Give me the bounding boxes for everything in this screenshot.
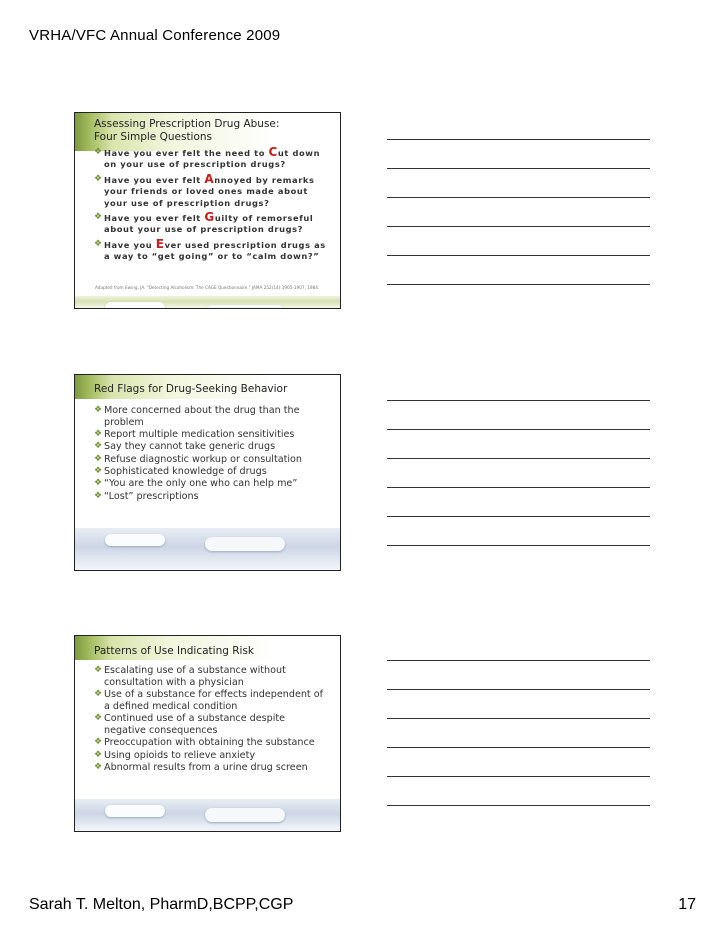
slide-title: Patterns of Use Indicating Risk bbox=[94, 645, 254, 657]
note-line bbox=[387, 284, 650, 285]
slide-red-flags bbox=[74, 374, 341, 571]
diamond-bullet-icon: ❖ bbox=[94, 749, 103, 760]
diamond-bullet-icon: ❖ bbox=[94, 490, 103, 501]
list-item: ❖ Continued use of a substance despite negative consequences bbox=[94, 713, 286, 736]
diamond-bullet-icon: ❖ bbox=[94, 212, 103, 223]
diamond-bullet-icon: ❖ bbox=[94, 713, 103, 724]
list-item: ❖ Using opioids to relieve anxiety bbox=[94, 749, 256, 761]
slide-title-line1: Assessing Prescription Drug Abuse: bbox=[94, 118, 280, 130]
diamond-bullet-icon: ❖ bbox=[94, 665, 103, 675]
list-item: ❖ Abnormal results from a urine drug screen bbox=[94, 761, 308, 773]
diamond-bullet-icon: ❖ bbox=[94, 441, 103, 452]
note-line bbox=[387, 747, 650, 748]
note-line bbox=[387, 689, 650, 690]
note-line bbox=[387, 718, 650, 719]
diamond-bullet-icon: ❖ bbox=[94, 147, 103, 157]
slide-title: Red Flags for Drug-Seeking Behavior bbox=[94, 383, 288, 395]
diamond-bullet-icon: ❖ bbox=[94, 453, 103, 464]
cage-letter: C bbox=[268, 145, 278, 159]
list-item: ❖ Say they cannot take generic drugs bbox=[94, 441, 276, 453]
slide-citation: Adapted from Ewing, JA. "Detecting Alcoholism: The CAGE Questionnaire." JAMA 252(14):1905-1907, 1984. bbox=[95, 285, 320, 290]
slide-patterns-of-use bbox=[74, 635, 341, 832]
list-item: ❖ “Lost” prescriptions bbox=[94, 490, 199, 502]
diamond-bullet-icon: ❖ bbox=[94, 238, 103, 249]
list-item: ❖ Have you ever felt Guilty of remorseful about your use of prescription drugs? bbox=[94, 210, 314, 235]
red-flags-list bbox=[94, 405, 330, 503]
list-item: ❖ Sophisticated knowledge of drugs bbox=[94, 465, 267, 477]
list-item: ❖ Report multiple medication sensitivities bbox=[94, 429, 295, 441]
note-line bbox=[387, 429, 650, 430]
notes-lines bbox=[387, 139, 650, 313]
note-line bbox=[387, 776, 650, 777]
note-line bbox=[387, 458, 650, 459]
note-line bbox=[387, 545, 650, 546]
cage-question-list bbox=[94, 147, 330, 266]
list-item: ❖ Use of a substance for effects independent of a defined medical condition bbox=[94, 689, 323, 712]
list-item: ❖ Escalating use of a substance without consultation with a physician bbox=[94, 665, 286, 688]
list-item: ❖ Have you ever felt Annoyed by remarks your friends or loved ones made about your use of prescription drugs? bbox=[94, 171, 315, 208]
cage-letter: E bbox=[155, 236, 165, 251]
slide-pills-image bbox=[75, 528, 340, 570]
list-item: ❖ “You are the only one who can help me” bbox=[94, 478, 298, 490]
list-item: ❖ More concerned about the drug than the problem bbox=[94, 405, 300, 428]
list-item: ❖ Have you Ever used prescription drugs as a way to “get going” or to “calm down?” bbox=[94, 236, 326, 262]
diamond-bullet-icon: ❖ bbox=[94, 689, 103, 700]
slide-footer-image bbox=[75, 296, 340, 308]
slide-pills-image bbox=[75, 799, 340, 831]
note-line bbox=[387, 226, 650, 227]
diamond-bullet-icon: ❖ bbox=[94, 429, 103, 440]
note-line bbox=[387, 255, 650, 256]
diamond-bullet-icon: ❖ bbox=[94, 465, 103, 476]
notes-lines bbox=[387, 400, 650, 574]
diamond-bullet-icon: ❖ bbox=[94, 737, 103, 748]
diamond-bullet-icon: ❖ bbox=[94, 761, 103, 772]
note-line bbox=[387, 805, 650, 806]
diamond-bullet-icon: ❖ bbox=[94, 405, 103, 415]
slide-title-line2: Four Simple Questions bbox=[94, 131, 213, 143]
note-line bbox=[387, 168, 650, 169]
diamond-bullet-icon: ❖ bbox=[94, 173, 103, 184]
note-line bbox=[387, 139, 650, 140]
notes-lines bbox=[387, 660, 650, 834]
cage-letter: G bbox=[204, 210, 215, 225]
note-line bbox=[387, 197, 650, 198]
page-number: 17 bbox=[678, 896, 696, 913]
list-item: ❖ Preoccupation with obtaining the substance bbox=[94, 737, 315, 749]
note-line bbox=[387, 400, 650, 401]
list-item: ❖ Refuse diagnostic workup or consultation bbox=[94, 453, 302, 465]
note-line bbox=[387, 660, 650, 661]
note-line bbox=[387, 487, 650, 488]
slide-title bbox=[94, 118, 279, 144]
list-item: ❖ Have you ever felt the need to Cut down on your use of prescription drugs? bbox=[94, 145, 321, 170]
note-line bbox=[387, 516, 650, 517]
cage-letter: A bbox=[204, 171, 215, 186]
diamond-bullet-icon: ❖ bbox=[94, 478, 103, 489]
document-header: VRHA/VFC Annual Conference 2009 bbox=[29, 27, 281, 44]
slide-assessing-prescription-drug-abuse bbox=[74, 112, 341, 309]
patterns-list bbox=[94, 665, 330, 774]
footer-author: Sarah T. Melton, PharmD,BCPP,CGP bbox=[29, 896, 294, 913]
